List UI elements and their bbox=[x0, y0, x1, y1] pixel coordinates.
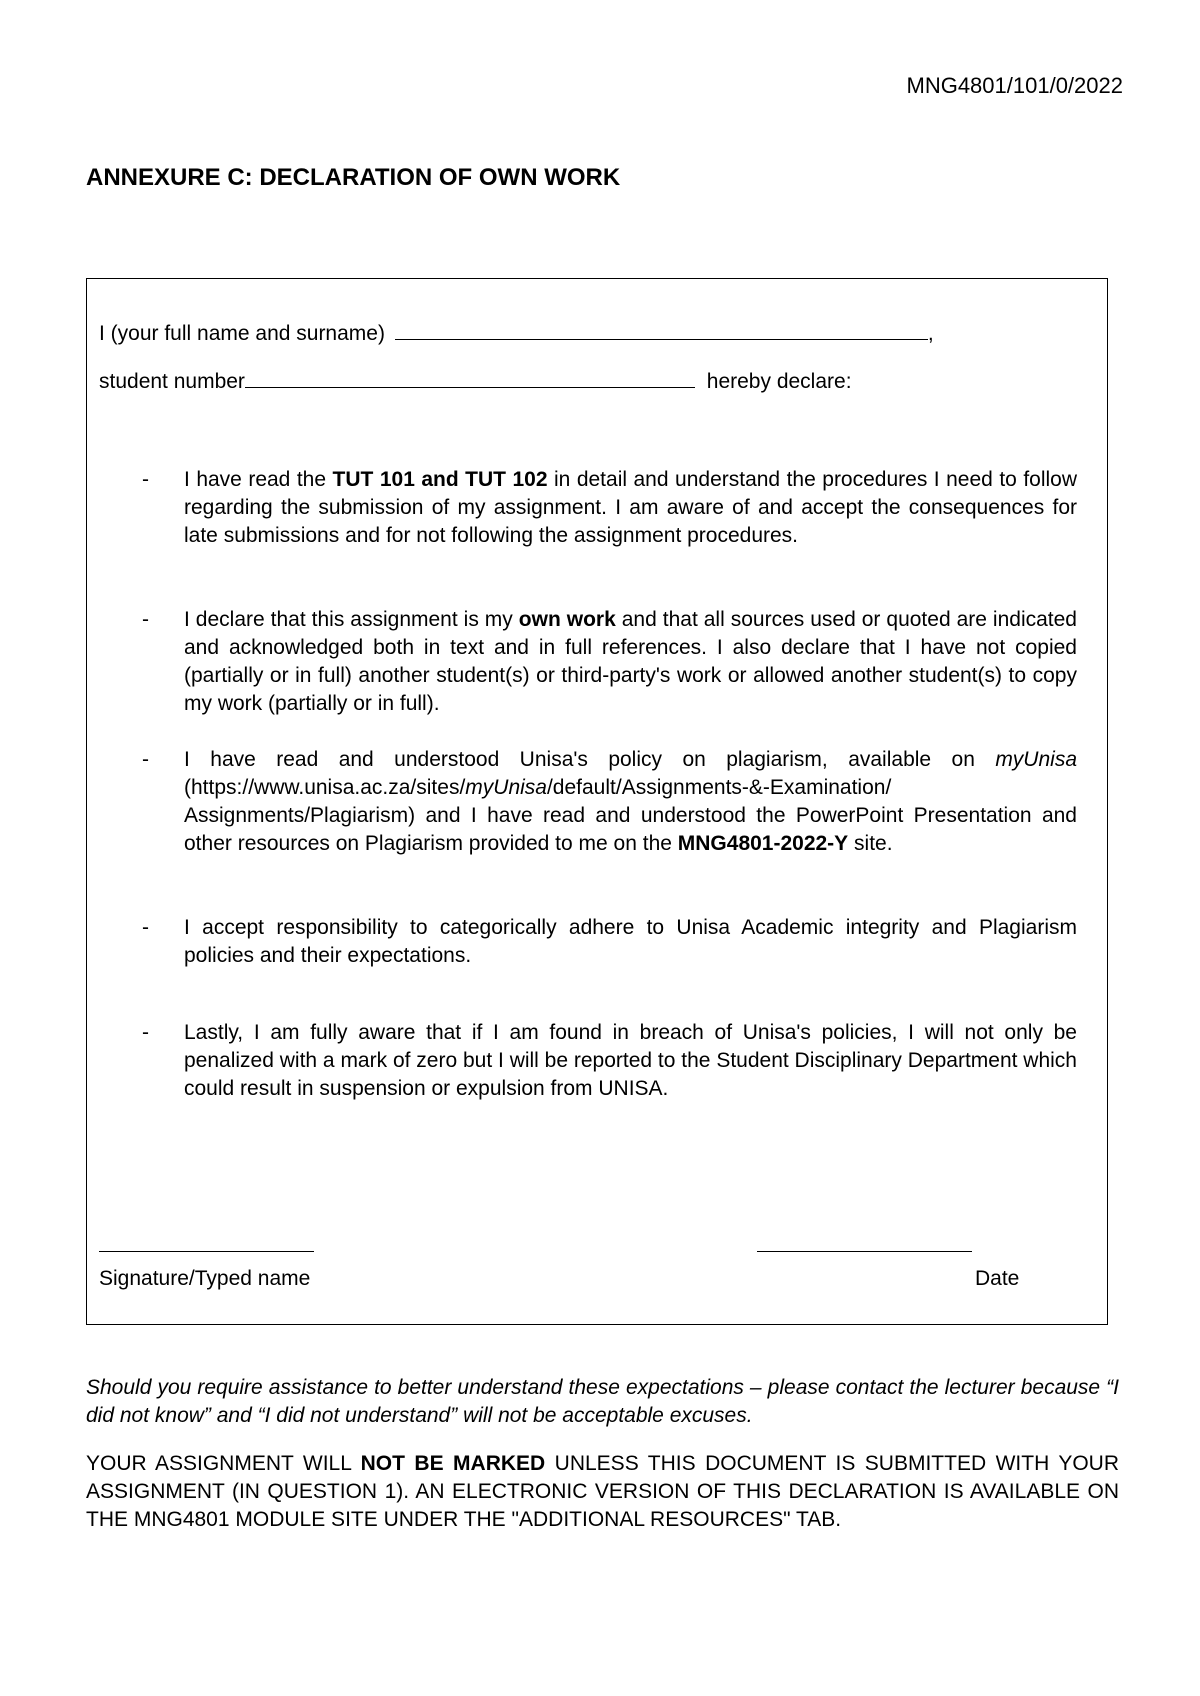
declaration-item-plagiarism bbox=[142, 746, 1077, 858]
declaration-item-breach bbox=[142, 1019, 1077, 1103]
declaration-item-text: I accept responsibility to categorically adhere to Unisa Academic integrity and Plagiarism policies and their expectations. bbox=[184, 916, 1077, 967]
bullet-dash: - bbox=[142, 916, 149, 939]
text-run: YOUR ASSIGNMENT WILL bbox=[86, 1452, 361, 1475]
submission-warning bbox=[86, 1450, 1119, 1534]
text-run: and that all sources used or quoted are indicated and acknowledged both in text and in full references. I also declare that I have not copied (partially or in full) another student(s) or third-party's work or allowed another student(s) to copy my work (partially or in full). bbox=[184, 608, 1077, 715]
declaration-item-text bbox=[184, 746, 1077, 858]
bold-run: NOT BE MARKED bbox=[360, 1452, 546, 1475]
url-text: /default/Assignments-&-Examination/ Assignments/Plagiarism) and I have read and understood the PowerPoint Presentation and other resources on Plagiarism provided to me on the bbox=[184, 776, 1077, 855]
text-run: I have read and understood Unisa's policy on plagiarism, available on bbox=[184, 748, 996, 771]
italic-run: myUnisa bbox=[995, 748, 1077, 771]
declaration-item-text bbox=[184, 466, 1077, 550]
italic-run: myUnisa bbox=[465, 776, 547, 799]
text-run: site. bbox=[848, 832, 893, 855]
declare-text: hereby declare: bbox=[706, 370, 852, 393]
student-number-label: student number bbox=[99, 370, 245, 393]
declaration-item-text: Lastly, I am fully aware that if I am found in breach of Unisa's policies, I will not only be penalized with a mark of zero but I will be reported to the Student Disciplinary Department which could result in suspension or expulsion from UNISA. bbox=[184, 1021, 1077, 1100]
bullet-dash: - bbox=[142, 468, 149, 491]
name-blank[interactable] bbox=[395, 321, 928, 340]
declaration-item-responsibility bbox=[142, 914, 1077, 970]
bullet-dash: - bbox=[142, 748, 149, 771]
student-number-row bbox=[99, 369, 852, 394]
bold-run: own work bbox=[518, 608, 616, 631]
url-text: (https://www.unisa.ac.za/sites/ bbox=[184, 776, 466, 799]
page-title: ANNEXURE C: DECLARATION OF OWN WORK bbox=[86, 164, 621, 191]
date-line[interactable] bbox=[757, 1251, 972, 1252]
bold-run: TUT 101 and TUT 102 bbox=[332, 468, 548, 491]
text-run: I have read the bbox=[184, 468, 333, 491]
document-code: MNG4801/101/0/2022 bbox=[906, 73, 1123, 98]
bullet-dash: - bbox=[142, 608, 149, 631]
text-run: I declare that this assignment is my bbox=[184, 608, 519, 631]
bold-run: MNG4801-2022-Y bbox=[677, 832, 849, 855]
declaration-item-tut bbox=[142, 466, 1077, 550]
declaration-item-own-work bbox=[142, 606, 1077, 718]
text-run: in detail and understand the procedures I need to follow regarding the submission of my assignment. I am aware of and accept the consequences for late submissions and for not following the assignment procedures. bbox=[184, 468, 1078, 547]
signature-line[interactable] bbox=[99, 1251, 314, 1252]
date-label: Date bbox=[975, 1267, 1020, 1290]
name-comma: , bbox=[927, 322, 934, 345]
declaration-box bbox=[86, 278, 1108, 1325]
student-number-blank[interactable] bbox=[245, 369, 695, 388]
bullet-dash: - bbox=[142, 1021, 149, 1044]
text-run: UNLESS THIS DOCUMENT IS SUBMITTED WITH YOUR ASSIGNMENT (IN QUESTION 1). AN ELECTRONIC VERSION OF THIS DECLARATION IS AVAILABLE ON THE MNG4801 MODULE SITE UNDER THE "ADDITIONAL RESOURCES" TAB. bbox=[86, 1452, 1119, 1531]
signature-label: Signature/Typed name bbox=[99, 1267, 311, 1290]
declaration-item-text bbox=[184, 606, 1077, 718]
name-label: I (your full name and surname) bbox=[99, 322, 385, 345]
assistance-note: Should you require assistance to better understand these expectations – please contact the lecturer because “I did not know” and “I did not understand” will not be acceptable excuses. bbox=[86, 1376, 1119, 1427]
name-field-row bbox=[99, 321, 934, 346]
